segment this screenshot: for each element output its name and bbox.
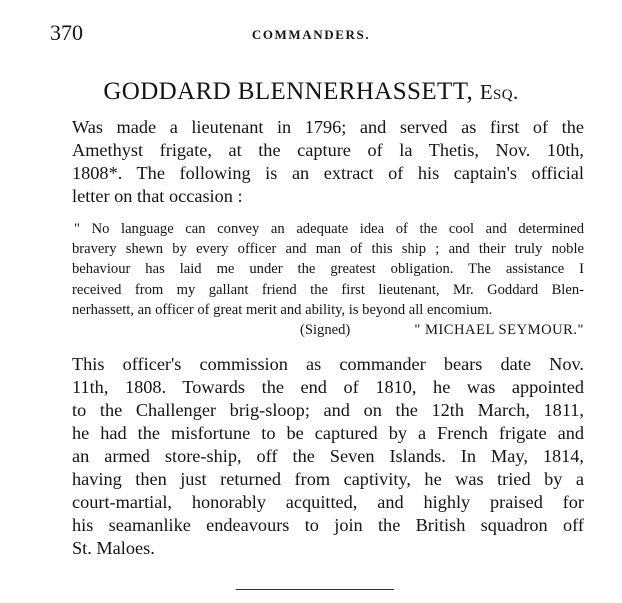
paragraph-1-line: 1808*. The following is an extract of his captain's official	[72, 163, 584, 183]
signature-line	[72, 320, 584, 340]
quote-line: nerhassett, an officer of great merit and ability, is beyond all encomium.	[72, 301, 493, 318]
signature-name: " MICHAEL SEYMOUR."	[414, 321, 584, 338]
entry-title-suffix: Esq.	[479, 80, 519, 104]
quote-line: bravery shewn by every officer and man of this ship ; and their truly noble	[72, 241, 584, 258]
paragraph-2-line: he had the misfortune to be captured by a French frigate and	[72, 423, 584, 443]
section-divider	[236, 589, 394, 590]
page-header	[0, 20, 622, 50]
signed-label: (Signed)	[300, 321, 351, 338]
quote-line: " No language can convey an adequate idea of the cool and determined	[74, 221, 584, 237]
quote-line: received from my gallant friend the first lieutenant, Mr. Goddard Blen-	[72, 281, 584, 298]
paragraph-2-line: having then just returned from captivity, he was tried by a	[72, 469, 584, 489]
paragraph-2-line: to the Challenger brig-sloop; and on the 12th March, 1811,	[72, 400, 584, 420]
paragraph-2-line: 11th, 1808. Towards the end of 1810, he was appointed	[72, 377, 584, 397]
paragraph-1	[72, 116, 584, 208]
entry-title	[0, 78, 622, 106]
paragraph-2-line: an armed store-ship, off the Seven Islands. In May, 1814,	[72, 446, 584, 466]
quote-line: behaviour has laid me under the greatest obligation. The assistance I	[72, 261, 584, 278]
paragraph-2-line: St. Maloes.	[72, 538, 155, 558]
letter-quote	[72, 219, 584, 340]
paragraph-2	[72, 353, 584, 560]
paragraph-2-line: his seamanlike endeavours to join the British squadron off	[72, 515, 584, 535]
paragraph-1-line: Amethyst frigate, at the capture of la Thetis, Nov. 10th,	[72, 140, 584, 160]
paragraph-2-line: court-martial, honorably acquitted, and highly praised for	[72, 492, 584, 512]
paragraph-1-line: Was made a lieutenant in 1796; and served as first of the	[72, 117, 584, 137]
page-number: 370	[50, 20, 83, 45]
paragraph-1-line: letter on that occasion :	[72, 186, 243, 206]
running-title: COMMANDERS.	[251, 27, 371, 42]
paragraph-2-line: This officer's commission as commander bears date Nov.	[72, 354, 584, 374]
entry-title-name: GODDARD BLENNERHASSETT,	[103, 78, 474, 105]
